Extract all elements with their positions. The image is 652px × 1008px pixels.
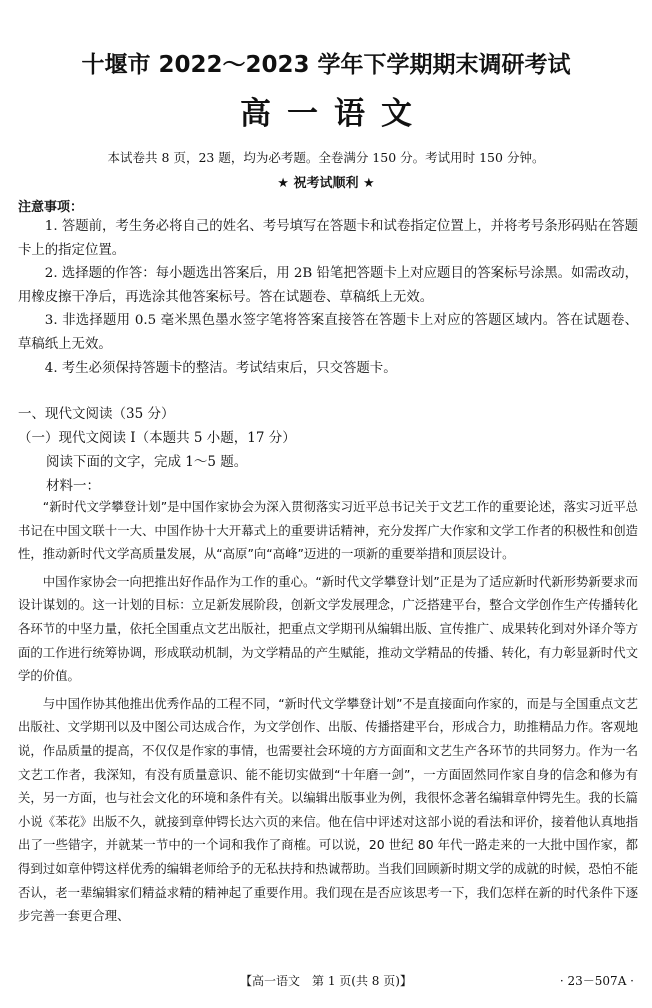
passage-paragraph: 中国作家协会一向把推出好作品作为工作的重心。“新时代文学攀登计划”正是为了适应新时代新形势新要求而设计谋划的。这一计划的目标：立足新发展阶段，创新文学发展理念，广泛搭建平台，整合文学创作生产传播转化各环节的中坚力量，依托全国重点文艺出版社，把重点文学期刊从编辑出版、宣传推广、成果转化到对外译介等方面的工作进行统筹协调，形成联动机制，为文学精品的产生赋能，推动文学精品的传播、转化，有力彰显新时代文学的价值。	[18, 573, 638, 684]
page-number: 【高一语文 第 1 页(共 8 页)】	[240, 974, 412, 988]
passage-paragraph: 与中国作协其他推出优秀作品的工程不同，“新时代文学攀登计划”不是直接面向作家的，而是与全国重点文艺出版社、文学期刊以及中图公司达成合作，为文学创作、出版、传播搭建平台，形成合力，助推精品力作。客观地说，作品质量的提高，不仅仅是作家的事情，也需要社会环境的方方面面和文艺生产各环节的共同努力。作为一名文艺工作者，我深知，有没有质量意识、能不能切实做到“十年磨一剑”，一方面固然同作家自身的信念和修为有关，另一方面，也与社会文化的环境和条件有关。以编辑出版事业为例，我很怀念著名编辑章仲锷先生。我的长篇小说《苯花》出版不久，就接到章仲锷长达六页的来信。他在信中评述对这部小说的看法和评价，接着他认真地指出了一些错字，并就某一节中的一个词和我作了商榷。可以说，20 世纪 80 年代一路走来的一大批中国作家，都得到过如章仲锷这样优秀的编辑老师给予的无私扶持和热诚帮助。当我们回顾新时期文学的成就的时候，恐怕不能否认，老一辈编辑家们精益求精的精神起了重要作用。我们现在是否应该思考一下，我们怎样在新的时代条件下逐步完善一套更合理、	[18, 695, 638, 924]
notice-list	[18, 215, 638, 380]
notice-item: 4. 考生必须保持答题卡的整洁。考试结束后，只交答题卡。	[44, 360, 397, 376]
reading-instruction: 阅读下面的文字，完成 1～5 题。	[46, 454, 248, 470]
exam-title: 十堰市 2022～2023 学年下学期期末调研考试	[81, 52, 571, 78]
material-label: 材料一：	[46, 478, 100, 494]
notice-item: 1. 答题前，考生务必将自己的姓名、考号填写在答题卡和试卷指定位置上，并将考号条形码贴在答题卡上的指定位置。	[18, 219, 638, 258]
page-footer	[0, 972, 652, 992]
passage-paragraph: “新时代文学攀登计划”是中国作家协会为深入贯彻落实习近平总书记关于文艺工作的重要论述，落实习近平总书记在中国文联十一大、中国作协十大开幕式上的重要讲话精神，充分发挥广大作家和文学工作者的积极性和创造性，推动新时代文学高质量发展，从“高原”向“高峰”迈进的一项新的重要举措和顶层设计。	[18, 499, 638, 562]
notice-item: 3. 非选择题用 0.5 毫米黑色墨水签字笔将答案直接答在答题卡上对应的答题区域内。答在试题卷、草稿纸上无效。	[18, 313, 638, 352]
star-icon: ★	[277, 176, 289, 191]
exam-info: 本试卷共 8 页，23 题，均为必考题。全卷满分 150 分。考试用时 150 分钟。	[107, 150, 545, 165]
subject-title: 高一语文	[240, 96, 428, 132]
star-icon: ★	[363, 176, 375, 191]
notice-title: 注意事项：	[18, 200, 84, 215]
section-heading: 一、现代文阅读（35 分）	[18, 406, 175, 422]
exam-code: · 23－507A ·	[559, 974, 634, 988]
good-luck-text: 祝考试顺利	[293, 176, 359, 191]
notice-item: 2. 选择题的作答：每小题选出答案后，用 2B 铅笔把答题卡上对应题目的答案标号涂黑。如需改动，用橡皮擦干净后，再选涂其他答案标号。答在试题卷、草稿纸上无效。	[18, 266, 638, 305]
reading-passage	[18, 495, 638, 932]
subsection-heading: （一）现代文阅读 Ⅰ（本题共 5 小题，17 分）	[18, 430, 296, 446]
good-luck-banner	[0, 172, 652, 191]
